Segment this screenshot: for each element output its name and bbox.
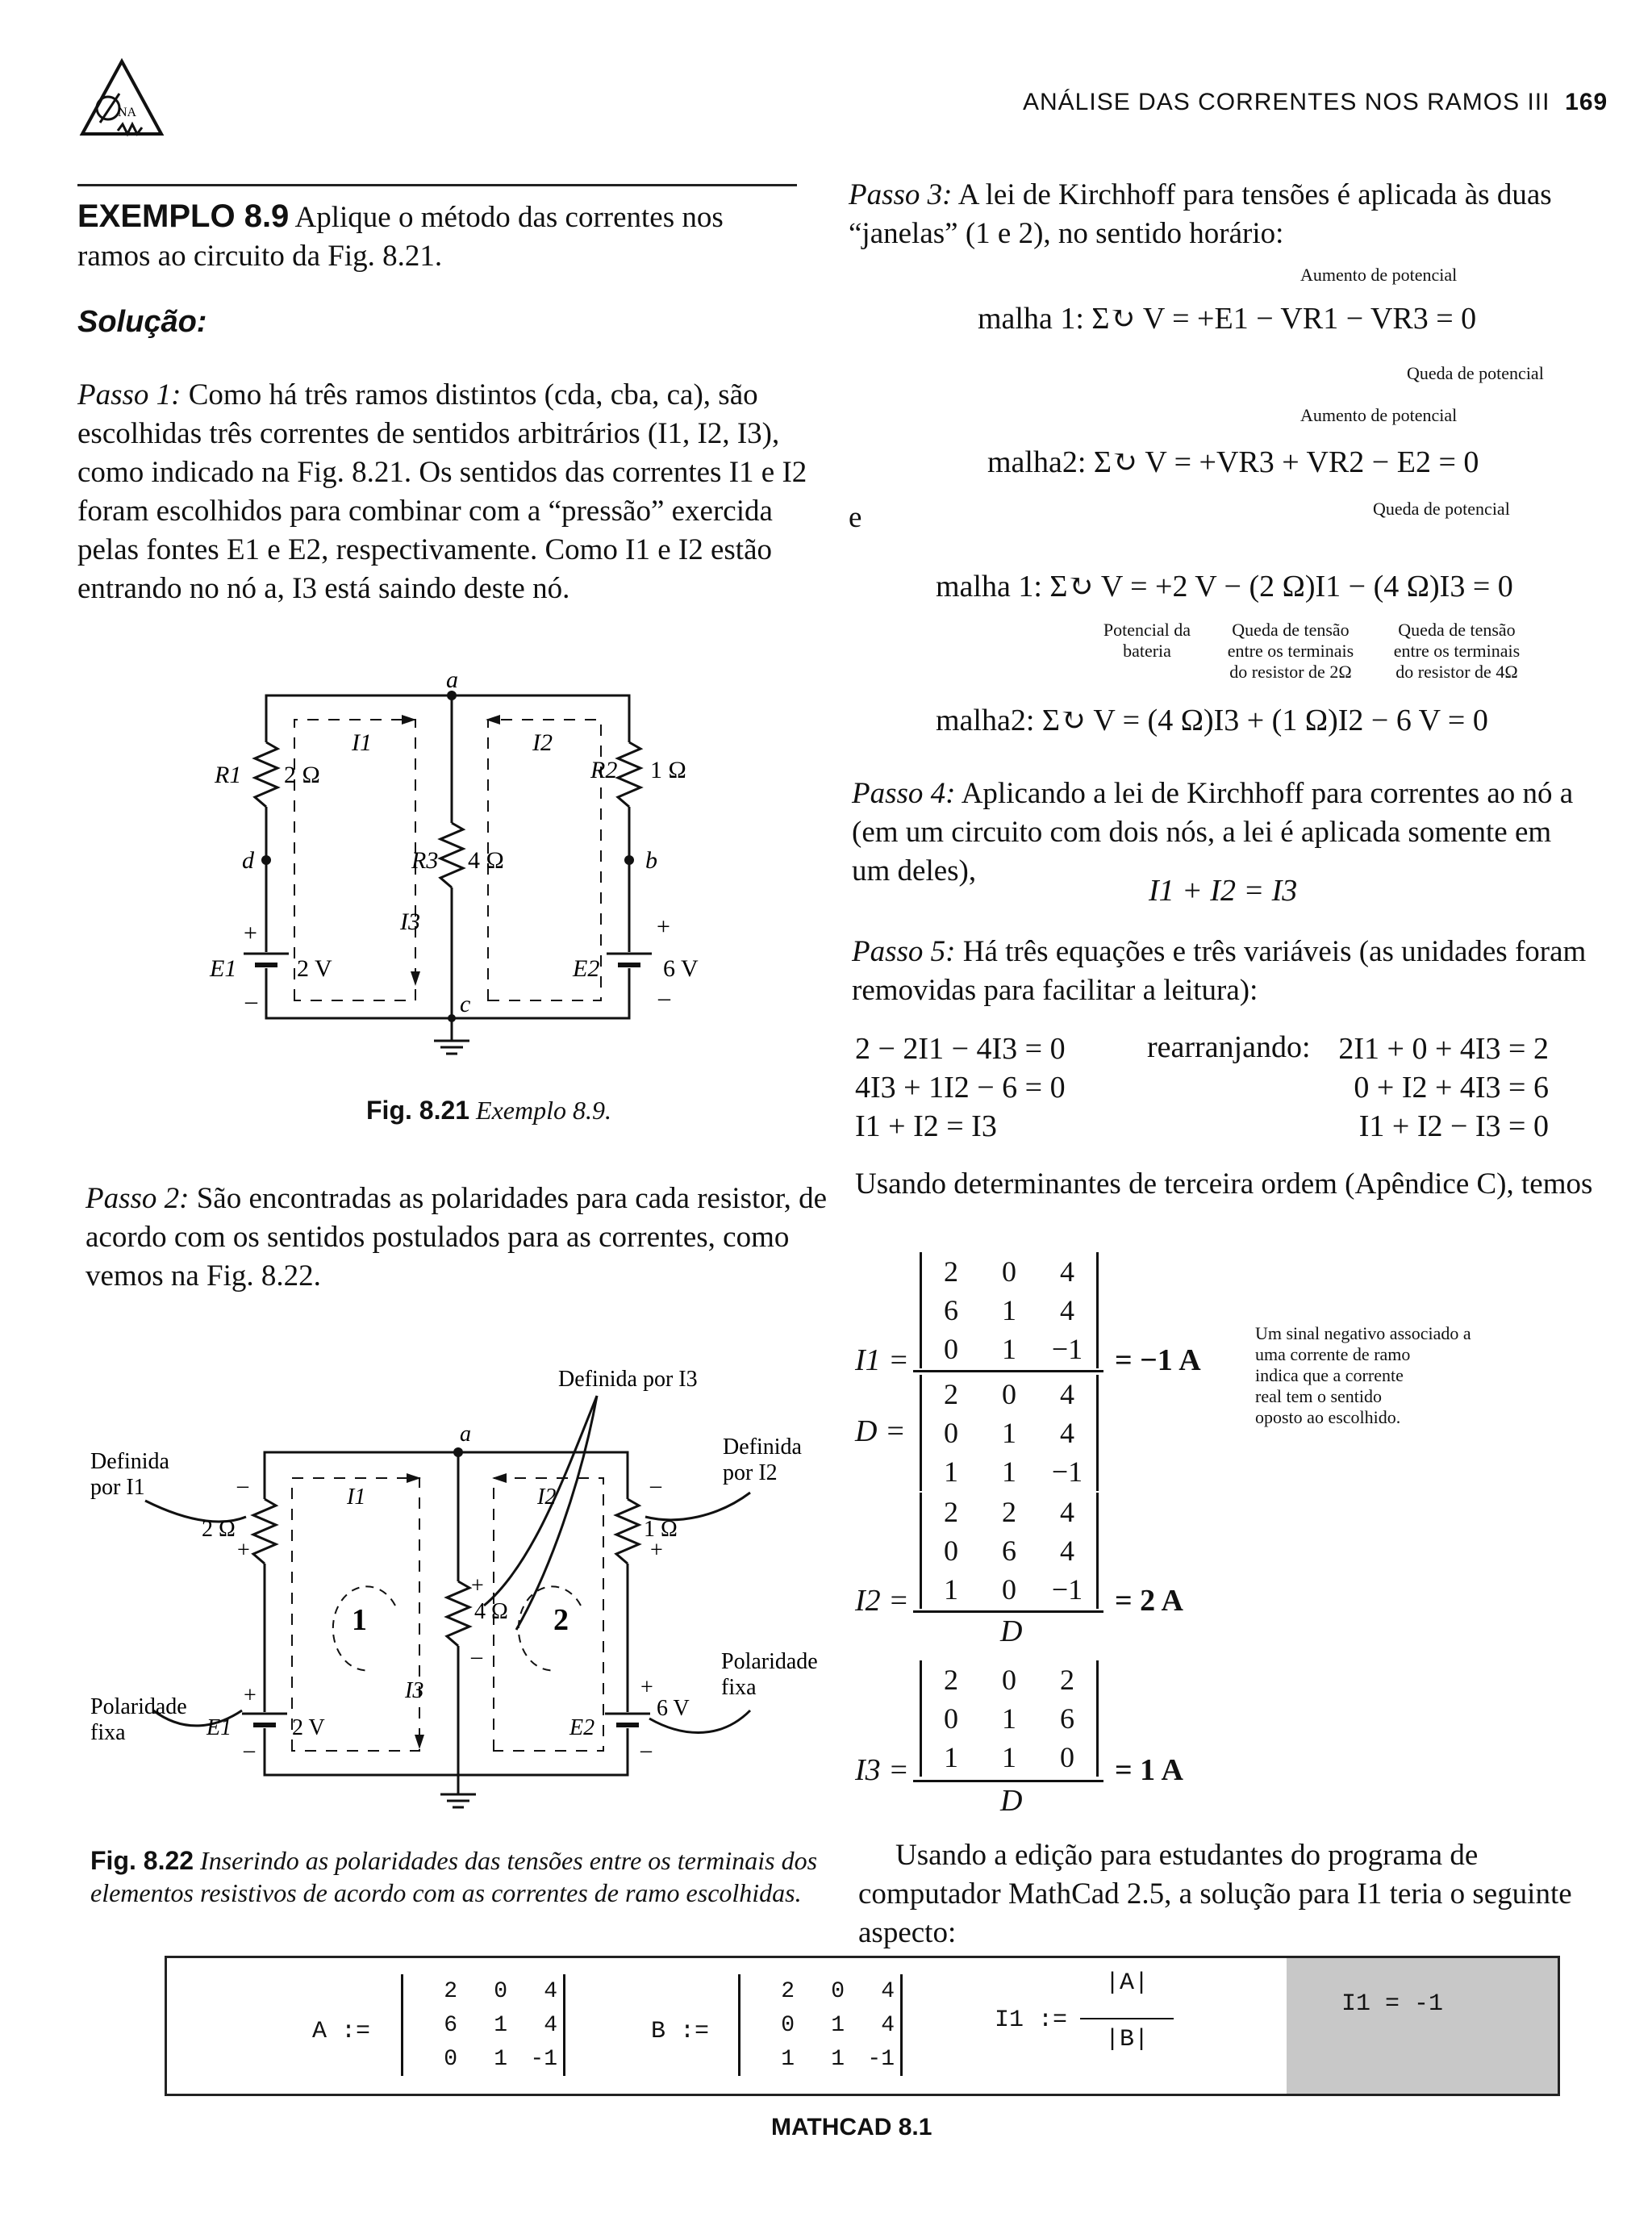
matrix-cell: 2 — [944, 1496, 958, 1528]
matrix-cell: 1 — [1002, 1333, 1016, 1365]
svg-text:–: – — [237, 1473, 248, 1498]
svg-text:+: + — [657, 913, 670, 940]
determinants-intro: Usando determinantes de terceira ordem (Apêndice C), temos — [855, 1167, 1593, 1201]
matrix-cell: 2 — [944, 1255, 958, 1288]
logo-icon — [77, 55, 166, 144]
D-label: D = — [855, 1414, 906, 1448]
svg-text:2 Ω: 2 Ω — [202, 1517, 236, 1542]
step-3 — [849, 176, 1591, 253]
matrix-cell: 6 — [1060, 1702, 1074, 1735]
fig-8-22-caption: Fig. 8.22 Inserindo as polaridades das tensões entre os terminais dos elementos resistivos de acordo com as correntes de ramo escolhidas. — [90, 1846, 818, 1907]
system-left: 2 − 2I1 − 4I3 = 0 4I3 + 1I2 − 6 = 0 I1 + I2 = I3 — [855, 1032, 1066, 1143]
step-5 — [852, 933, 1594, 1010]
svg-text:2 V: 2 V — [297, 955, 332, 982]
matrix-cell: 2 — [444, 1978, 457, 2004]
mathcad-result: I1 = -1 — [1341, 1990, 1444, 2018]
matrix-cell: 1 — [1002, 1455, 1016, 1488]
svg-text:2 V: 2 V — [292, 1715, 325, 1740]
fig-8-22-circuit — [81, 1364, 839, 1815]
fig-8-21-caption: Fig. 8.21 Exemplo 8.9. — [366, 1096, 611, 1125]
matrix-cell: 0 — [1002, 1255, 1016, 1288]
step-3-text: A lei de Kirchhoff para tensões é aplicada às duas “janelas” (1 e 2), no sentido horário: — [849, 178, 1552, 250]
svg-text:I2: I2 — [532, 729, 553, 756]
I3-numerator-determinant — [920, 1660, 1099, 1777]
matrix-cell: −1 — [1051, 1455, 1083, 1488]
svg-text:por I2: por I2 — [723, 1460, 778, 1485]
matrix-cell: 0 — [944, 1702, 958, 1735]
mathcad-worksheet — [165, 1956, 1560, 2096]
svg-text:E1: E1 — [210, 955, 237, 982]
svg-text:a: a — [460, 1422, 471, 1447]
svg-text:+: + — [650, 1538, 663, 1563]
svg-text:–: – — [650, 1473, 661, 1498]
matrix-row — [922, 1330, 1096, 1368]
matrix-row — [922, 1252, 1096, 1291]
matrix-cell: 1 — [494, 2012, 507, 2038]
loop-1-equation: malha 1: Σ↻ V = +E1 − VR1 − VR3 = 0 — [978, 302, 1477, 336]
matrix-cell: 0 — [444, 2046, 457, 2072]
svg-text:b: b — [645, 847, 657, 874]
matrix-cell: 4 — [1060, 1294, 1074, 1326]
mathcad-A-label: A := — [312, 2018, 371, 2045]
example-8-9 — [77, 197, 803, 276]
svg-text:I1: I1 — [347, 1485, 366, 1510]
matrix-row — [922, 1414, 1096, 1452]
svg-text:–: – — [658, 984, 670, 1011]
svg-text:Polaridade: Polaridade — [90, 1694, 187, 1719]
svg-text:4 Ω: 4 Ω — [474, 1599, 508, 1624]
matrix-cell: 1 — [1002, 1294, 1016, 1326]
step-2-text: São encontradas as polaridades para cada resistor, de acordo com os sentidos postulados para as correntes, como vemos na Fig. 8.22. — [86, 1182, 828, 1293]
svg-text:fixa: fixa — [721, 1675, 757, 1700]
I1-fraction-line — [913, 1370, 1103, 1372]
matrix-cell: 6 — [444, 2012, 457, 2038]
matrix-cell: 4 — [881, 2012, 895, 2038]
matrix-cell: 4 — [544, 2012, 557, 2038]
I3-denominator: D — [1000, 1784, 1023, 1818]
matrix-cell: −1 — [1051, 1333, 1083, 1365]
brace-r3: Queda de tensão entre os terminais do resistor de 4Ω — [1393, 620, 1521, 682]
mathcad-caption: MATHCAD 8.1 — [771, 2114, 932, 2140]
svg-text:+: + — [237, 1538, 250, 1563]
matrix-row — [922, 1493, 1096, 1531]
matrix-cell: 0 — [781, 2012, 795, 2038]
matrix-cell: 4 — [1060, 1496, 1074, 1528]
step-1-label: Passo 1: — [77, 378, 181, 411]
svg-text:2: 2 — [553, 1603, 569, 1637]
example-label: EXEMPLO 8.9 — [77, 198, 290, 234]
rise-label-1: Aumento de potencial — [1300, 265, 1458, 285]
svg-text:E1: E1 — [206, 1715, 232, 1740]
mathcad-result-panel — [1287, 1958, 1558, 2094]
svg-text:+: + — [244, 920, 257, 946]
mathcad-B-label: B := — [651, 2018, 710, 2045]
drop-label-2: Queda de potencial — [1373, 499, 1510, 519]
matrix-cell: 0 — [494, 1978, 507, 2004]
step-5-text: Há três equações e três variáveis (as unidades foram removidas para facilitar a leitura): — [852, 935, 1587, 1007]
I2-denominator: D — [1000, 1614, 1023, 1648]
I3-label: I3 = — [855, 1753, 909, 1787]
system-right: 2I1 + 0 + 4I3 = 2 0 + I2 + 4I3 = 6 I1 + I2 − I3 = 0 — [1338, 1032, 1549, 1143]
matrix-cell: 1 — [944, 1573, 958, 1606]
matrix-row — [745, 2042, 895, 2076]
matrix-cell: −1 — [1051, 1573, 1083, 1606]
svg-text:–: – — [640, 1738, 652, 1763]
matrix-cell: 0 — [1002, 1664, 1016, 1696]
svg-text:fixa: fixa — [90, 1720, 126, 1745]
svg-text:I1: I1 — [352, 729, 372, 756]
matrix-cell: 4 — [544, 1978, 557, 2004]
matrix-cell: -1 — [530, 2046, 557, 2072]
matrix-cell: 0 — [831, 1978, 845, 2004]
I3-fraction-line — [913, 1780, 1103, 1782]
I2-fraction-line — [913, 1610, 1103, 1613]
D-determinant — [920, 1375, 1099, 1491]
loop-2-equation: malha2: Σ↻ V = +VR3 + VR2 − E2 = 0 — [987, 445, 1479, 479]
svg-text:1: 1 — [352, 1603, 367, 1637]
mathcad-intro: Usando a edição para estudantes do programa de computador MathCad 2.5, a solução para I1 teria o seguinte aspecto: — [858, 1839, 1572, 1949]
matrix-cell: 4 — [1060, 1378, 1074, 1410]
matrix-cell: 6 — [1002, 1535, 1016, 1567]
step-5-label: Passo 5: — [852, 935, 956, 968]
solution-heading: Solução: — [77, 305, 207, 339]
svg-text:2 Ω: 2 Ω — [284, 762, 320, 788]
svg-text:a: a — [446, 670, 458, 693]
svg-text:NA: NA — [118, 106, 137, 119]
I2-result: = 2 A — [1115, 1584, 1183, 1618]
matrix-row — [745, 1974, 895, 2008]
mathcad-numerator: |A| — [1104, 1969, 1149, 1997]
fig-8-21-circuit — [194, 670, 726, 1089]
I1-label: I1 = — [855, 1343, 909, 1377]
matrix-cell: 4 — [1060, 1255, 1074, 1288]
I2-numerator-determinant — [920, 1493, 1099, 1609]
svg-text:I3: I3 — [400, 908, 420, 935]
drop-label-1: Queda de potencial — [1407, 363, 1544, 383]
matrix-row — [408, 1974, 558, 2008]
matrix-row — [408, 2042, 558, 2076]
svg-text:–: – — [245, 988, 257, 1014]
svg-text:+: + — [244, 1683, 257, 1708]
matrix-cell: 6 — [944, 1294, 958, 1326]
svg-text:por I1: por I1 — [90, 1475, 145, 1500]
svg-text:E2: E2 — [573, 955, 600, 982]
matrix-row — [922, 1699, 1096, 1738]
svg-text:I3: I3 — [405, 1678, 424, 1703]
matrix-cell: 2 — [944, 1378, 958, 1410]
svg-text:d: d — [242, 847, 254, 874]
matrix-row — [922, 1375, 1096, 1414]
svg-text:6 V: 6 V — [657, 1696, 690, 1721]
matrix-row — [922, 1738, 1096, 1777]
matrix-row — [408, 2008, 558, 2042]
matrix-cell: 1 — [1002, 1417, 1016, 1449]
step-1 — [77, 376, 820, 608]
mathcad-denominator: |B| — [1104, 2026, 1149, 2053]
svg-text:I2: I2 — [537, 1485, 557, 1510]
svg-text:R3: R3 — [411, 847, 439, 874]
I1-result: = −1 A — [1115, 1343, 1201, 1377]
rise-label-2: Aumento de potencial — [1300, 405, 1458, 425]
conjunction-e: e — [849, 501, 862, 534]
matrix-cell: 4 — [1060, 1417, 1074, 1449]
matrix-cell: 0 — [1060, 1741, 1074, 1773]
matrix-cell: 1 — [1002, 1741, 1016, 1773]
matrix-cell: 1 — [831, 2012, 845, 2038]
kcl-equation: I1 + I2 = I3 — [1149, 874, 1298, 908]
svg-text:1 Ω: 1 Ω — [650, 757, 686, 783]
svg-text:–: – — [471, 1644, 482, 1669]
svg-text:+: + — [640, 1675, 653, 1700]
matrix-cell: 1 — [1002, 1702, 1016, 1735]
step-1-text: Como há três ramos distintos (cda, cba, ca), são escolhidas três correntes de sentidos arbitrários (I1, I2, I3), como indicado na Fig. 8.21. Os sentidos das correntes I1 e I2 foram escolhidos para combinar com a “pressão” exercida pelas fontes E1 e E2, respectivamente. Como I1 e I2 estão entrando no nó a, I3 está saindo deste nó. — [77, 378, 807, 605]
mathcad-matrix-B — [738, 1974, 903, 2076]
matrix-cell: 1 — [494, 2046, 507, 2072]
svg-text:Definida: Definida — [723, 1435, 802, 1460]
matrix-cell: 4 — [1060, 1535, 1074, 1567]
matrix-cell: 0 — [944, 1417, 958, 1449]
matrix-row — [922, 1291, 1096, 1330]
svg-text:Polaridade: Polaridade — [721, 1649, 818, 1674]
mathcad-fraction-line — [1080, 2018, 1174, 2019]
svg-text:+: + — [471, 1573, 484, 1598]
svg-text:1 Ω: 1 Ω — [644, 1517, 678, 1542]
svg-text:Definida por I3: Definida por I3 — [558, 1367, 698, 1392]
matrix-row — [922, 1452, 1096, 1491]
example-statement: Aplique o método das correntes nos ramos ao circuito da Fig. 8.21. — [77, 201, 724, 273]
loop-1-numeric: malha 1: Σ↻ V = +2 V − (2 Ω)I1 − (4 Ω)I3 = 0 — [936, 570, 1513, 603]
mathcad-matrix-A — [401, 1974, 565, 2076]
matrix-cell: 4 — [881, 1978, 895, 2004]
matrix-cell: 2 — [1002, 1496, 1016, 1528]
I3-result: = 1 A — [1115, 1753, 1183, 1787]
svg-text:R2: R2 — [590, 757, 618, 783]
svg-text:R1: R1 — [215, 762, 242, 788]
svg-text:–: – — [244, 1738, 255, 1763]
mathcad-I1-definition: I1 := — [995, 2007, 1068, 2034]
matrix-row — [745, 2008, 895, 2042]
matrix-row — [922, 1660, 1096, 1699]
matrix-cell: 2 — [781, 1978, 795, 2004]
matrix-row — [922, 1531, 1096, 1570]
loop-2-numeric: malha2: Σ↻ V = (4 Ω)I3 + (1 Ω)I2 − 6 V = 0 — [936, 704, 1488, 737]
brace-battery: Potencial da bateria — [1103, 620, 1191, 661]
matrix-cell: 1 — [944, 1455, 958, 1488]
matrix-cell: 1 — [781, 2046, 795, 2072]
I2-label: I2 = — [855, 1584, 909, 1618]
rearranging-label: rearranjando: — [1147, 1030, 1311, 1064]
matrix-cell: 1 — [944, 1741, 958, 1773]
divider — [77, 184, 797, 186]
matrix-cell: 0 — [1002, 1573, 1016, 1606]
matrix-cell: 0 — [944, 1535, 958, 1567]
svg-text:6 V: 6 V — [663, 955, 699, 982]
step-2 — [86, 1180, 828, 1296]
matrix-cell: 0 — [944, 1333, 958, 1365]
negative-sign-note: Um sinal negativo associado a uma corrente de ramo indica que a corrente real tem o sentido oposto ao escolhido. — [1255, 1323, 1471, 1427]
svg-text:c: c — [460, 991, 471, 1017]
matrix-cell: 2 — [1060, 1664, 1074, 1696]
matrix-cell: 2 — [944, 1664, 958, 1696]
running-title: ANÁLISE DAS CORRENTES NOS RAMOS III 169 — [1023, 89, 1608, 115]
svg-text:E2: E2 — [569, 1715, 595, 1740]
matrix-cell: 0 — [1002, 1378, 1016, 1410]
page-number: 169 — [1565, 89, 1608, 115]
step-4-label: Passo 4: — [852, 777, 956, 810]
matrix-row — [922, 1570, 1096, 1609]
step-4-text: Aplicando a lei de Kirchhoff para correntes ao nó a (em um circuito com dois nós, a lei é aplicada somente em um deles), — [852, 777, 1574, 887]
svg-text:4 Ω: 4 Ω — [468, 847, 504, 874]
step-2-label: Passo 2: — [86, 1182, 190, 1215]
svg-text:Definida: Definida — [90, 1449, 169, 1474]
I1-numerator-determinant — [920, 1252, 1099, 1368]
matrix-cell: -1 — [867, 2046, 895, 2072]
brace-r1: Queda de tensão entre os terminais do resistor de 2Ω — [1227, 620, 1354, 682]
step-3-label: Passo 3: — [849, 178, 953, 211]
matrix-cell: 1 — [831, 2046, 845, 2072]
